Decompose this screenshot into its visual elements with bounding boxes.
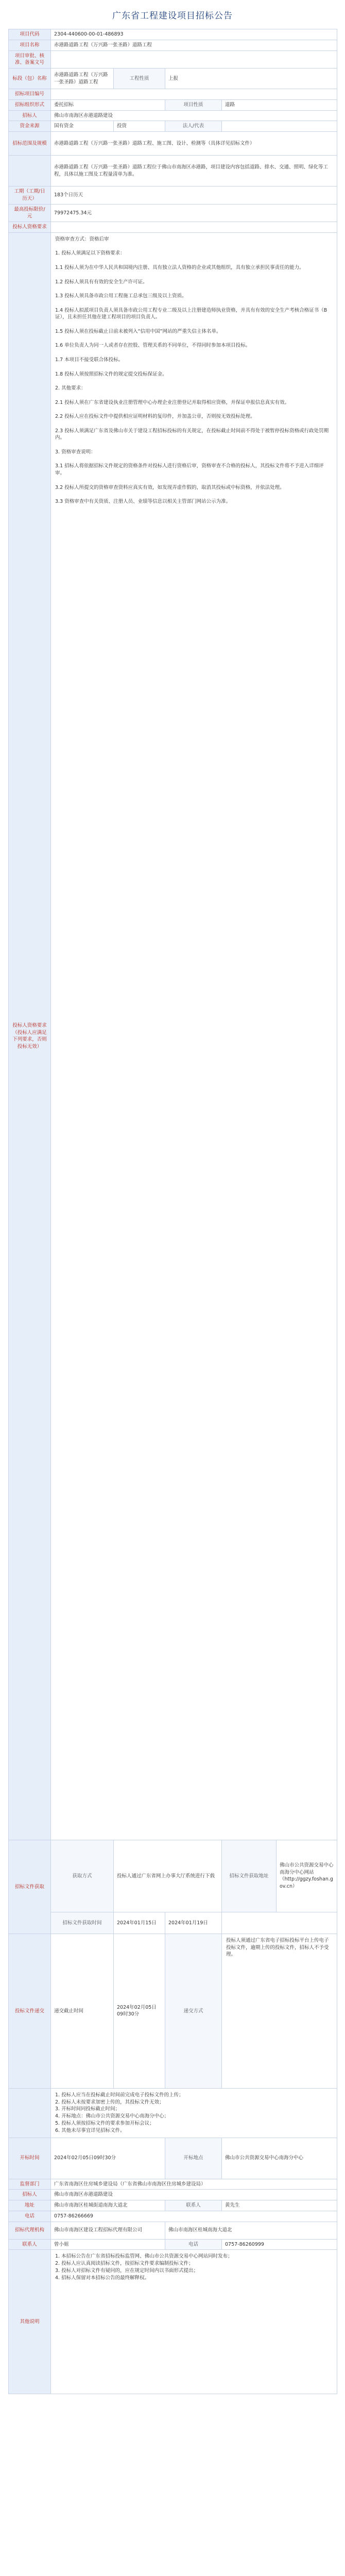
- label-nature: 工程性质: [114, 69, 165, 89]
- value-bid-deadline-label: 递交截止时间: [51, 1934, 114, 2088]
- value-name: 赤港路道路工程（万兴路一张圣路）道路工程: [51, 40, 337, 50]
- value-nature: 上报: [165, 69, 337, 89]
- row-code: [9, 29, 337, 40]
- value-open-time: 2024年02月05日09时30分: [51, 2138, 165, 2179]
- value-scope: 赤港路道路工程（万兴路一张圣路）道路工程、施工图、设计、检测等（具体详见招标文件）: [51, 132, 337, 156]
- row-budget: [9, 187, 337, 205]
- value-contact-tenderer: 佛山市南海区赤港道路建设: [51, 2190, 337, 2200]
- tender-table: [8, 29, 337, 2394]
- value-bid-method: 投标人须通过广东省电子招标投标平台上传电子投标文件，逾期上传的投标文件，招标人不予受理。: [222, 1934, 337, 2088]
- label-bid-notes: [9, 2088, 51, 2138]
- value-agent-person: 曾小姐: [51, 2239, 165, 2250]
- value-funding-1: 国有资金: [51, 121, 114, 132]
- label-org: 招标组织形式: [9, 99, 51, 110]
- label-subproject: 标段（包）名称: [9, 69, 51, 89]
- label-obtain-place: 招标文件获取地址: [222, 1840, 277, 1912]
- row-requirements: [9, 232, 337, 1840]
- value-open-place: 佛山市公共资源交易中心南海分中心: [222, 2138, 337, 2179]
- value-subproject: 赤港路道路工程（万兴路一张圣路）道路工程: [51, 69, 114, 89]
- label-obtain-time: 招标文件获取时间: [51, 1912, 114, 1934]
- value-obtain-blank: [222, 1912, 337, 1934]
- label-agent-tel: 电话: [165, 2239, 222, 2250]
- row-footer-notes: [9, 2250, 337, 2394]
- page-title: 广东省工程建设项目招标公告: [112, 10, 233, 21]
- value-owner: [222, 121, 337, 132]
- label-obtain-method: 获取方式: [51, 1840, 114, 1912]
- label-bid: 投标文件递交: [9, 1934, 51, 2088]
- value-agent-addr: 佛山市南海区桂城南海大道北: [165, 2222, 337, 2239]
- label-code: 项目代码: [9, 29, 51, 40]
- value-obtain-place: 佛山市公共资源交易中心南海分中心网站（http://ggzy.foshan.gov.cn）: [277, 1840, 337, 1912]
- row-tenderer: [9, 110, 337, 121]
- value-org: 委托招标: [51, 99, 165, 110]
- label-price: 最高投标限价/元: [9, 204, 51, 222]
- value-code: 2304-440600-00-01-486893: [51, 29, 337, 40]
- value-contact-person: 黄先生: [222, 2200, 337, 2211]
- value-bid-notes: 1. 投标人应当在投标截止时间前完成电子投标文件的上传； 2. 投标人未按要求加密上传的，其投标文件无效； 3. 开标时间同投标截止时间； 4. 开标地点：佛山市公共资源交易中心南海分中心； 5. 投标人须按招标文件的要求参加开标会议； 6. 其他未尽事宜详见招标文件。: [51, 2088, 337, 2138]
- label-approval: 项目审批、核准、备案文号: [9, 50, 51, 69]
- label-tenderer: 招标人: [9, 110, 51, 121]
- value-bid-deadline: 2024年02月05日09时30分: [114, 1934, 165, 2088]
- label-open-place: 开标地点: [165, 2138, 222, 2179]
- value-contact-addr: 佛山市南海区桂城街道南海大道北: [51, 2200, 165, 2211]
- value-obtain-start: 2024年01月15日: [114, 1912, 165, 1934]
- row-contact-tenderer: [9, 2190, 337, 2200]
- row-price: [9, 204, 337, 222]
- row-qual: [9, 222, 337, 233]
- value-tender-no: [51, 89, 337, 100]
- row-scope: [9, 132, 337, 156]
- row-agent-contact: [9, 2239, 337, 2250]
- value-contact-tel: 0757-86266669: [51, 2211, 337, 2222]
- value-approval: [51, 50, 337, 69]
- row-funding: [9, 121, 337, 132]
- row-obtain: [9, 1840, 337, 1912]
- label-tender-no: 招标项目编号: [9, 89, 51, 100]
- row-supervise: [9, 2179, 337, 2190]
- row-open: [9, 2138, 337, 2179]
- row-contact-addr: [9, 2200, 337, 2211]
- value-tenderer: 佛山市南海区赤港道路建设: [51, 110, 337, 121]
- label-obtain: 招标文件获取: [9, 1840, 51, 1934]
- label-qual: 投标人资格要求: [9, 222, 51, 233]
- row-obtain-time: [9, 1912, 337, 1934]
- label-requirements: 投标人资格要求（投标人应满足下列要求，否则投标无效）: [9, 232, 51, 1840]
- row-org: [9, 99, 337, 110]
- row-bid-notes: [9, 2088, 337, 2138]
- label-open: 开标时间: [9, 2138, 51, 2179]
- row-agent: [9, 2222, 337, 2239]
- value-funding-2: 投资: [114, 121, 165, 132]
- row-bid: [9, 1934, 337, 2088]
- value-qual: [51, 222, 337, 233]
- value-agent: 佛山市南海区建设工程招标代理有限公司: [51, 2222, 165, 2239]
- value-scope2: 赤港路道路工程（万兴路一张圣路）道路工程位于佛山市南海区赤港路，项目建设内容包括道路、排水、交通、照明、绿化等工程，具体以施工图及工程量清单为准。: [51, 156, 337, 187]
- label-scope: 招标范围及规模: [9, 132, 51, 156]
- row-approval: [9, 50, 337, 69]
- row-contact-tel: [9, 2211, 337, 2222]
- label-footer-notes: 其他说明: [9, 2250, 51, 2394]
- value-project-nature: 道路: [222, 99, 337, 110]
- label-contact-addr: 地址: [9, 2200, 51, 2211]
- label-agent-person: 联系人: [9, 2239, 51, 2250]
- label-contact-tenderer: 招标人: [9, 2190, 51, 2200]
- row-name: [9, 40, 337, 50]
- label-supervise: 监督部门: [9, 2179, 51, 2190]
- value-obtain-method: 投标人通过广东省网上办事大厅系统进行下载: [114, 1840, 222, 1912]
- label-scope2: [9, 156, 51, 187]
- row-subproject: [9, 69, 337, 89]
- row-scope2: [9, 156, 337, 187]
- value-budget: 183个日历天: [51, 187, 337, 205]
- value-agent-tel: 0757-86260999: [222, 2239, 337, 2250]
- label-budget: 工期（工期/日历天）: [9, 187, 51, 205]
- label-name: 项目名称: [9, 40, 51, 50]
- row-tender-no: [9, 89, 337, 100]
- label-funding: 资金来源: [9, 121, 51, 132]
- label-contact-person: 联系人: [165, 2200, 222, 2211]
- value-supervise: 广东省南海区住房城乡建设局（广东省佛山市南海区住房城乡建设局）: [51, 2179, 337, 2190]
- page-footer-spacer: [0, 2394, 345, 2406]
- label-agent: 招标代理机构: [9, 2222, 51, 2239]
- value-obtain-end: 2024年01月19日: [165, 1912, 222, 1934]
- value-price: 79972475.34元: [51, 204, 337, 222]
- label-bid-method: 递交方式: [165, 1934, 222, 2088]
- requirements-text: 资格审查方式：资格后审 1. 投标人须满足以下资格要求： 1.1 投标人须为在中华人民共和国境内注册、具有独立法人资格的企业或其他组织，具有独立承担民事责任的能力。 1.2 投标人须具有有效的安全生产许可证。 1.3 投标人须具备市政公用工程施工总承包三级及以上资质。 1.4 投标人拟派项目负责人须具备市政公用工程专业二级及以上注册建造师执业资格，并具有有效的安全生产考核合格证书（B证），且未担任其他在建工程项目的项目负责人。 1.5 投标人须在投标截止日前未被列入“信用中国”网站的严重失信主体名单。 1.6 单位负责人为同一人或者存在控股、管理关系的不同单位，不得同时参加本项目投标。 1.7 本项目不接受联合体投标。 1.8 投标人须按照招标文件的规定提交投标保证金。 2. 其他要求： 2.1 投标人须在广东省建设执业注册管理中心办理企业注册登记并取得相应资格，并保证申报信息真实有效。 2.2 投标人应在投标文件中提供相应证明材料的复印件，并加盖公章，否则按无效投标处理。 2.3 投标人须满足广东省及佛山市关于建设工程招标投标的有关规定，在投标截止时间前不得处于被暂停投标资格或行政处罚期内。 3. 资格审查说明： 3.1 招标人将依据招标文件规定的资格条件对投标人进行资格后审，资格审查不合格的投标人，其投标文件将不予进入详细评审。 3.2 投标人所提交的资格审查资料应真实有效，如发现弄虚作假的，取消其投标或中标资格，并依法处理。 3.3 资格审查中有关资质、注册人员、业绩等信息以相关主管部门网站公示为准。: [51, 232, 337, 1840]
- label-owner: 法人/代表: [165, 121, 222, 132]
- label-project-nature: 项目性质: [165, 99, 222, 110]
- value-footer-notes: 1. 本招标公告在广东省招标投标监管网、佛山市公共资源交易中心网站同时发布； 2. 投标人应认真阅读招标文件，按招标文件要求编制投标文件； 3. 投标人对招标文件有疑问的，应在规定时间内以书面形式提出； 4. 招标人保留对本招标公告的最终解释权。: [51, 2250, 337, 2394]
- label-contact-tel: 电话: [9, 2211, 51, 2222]
